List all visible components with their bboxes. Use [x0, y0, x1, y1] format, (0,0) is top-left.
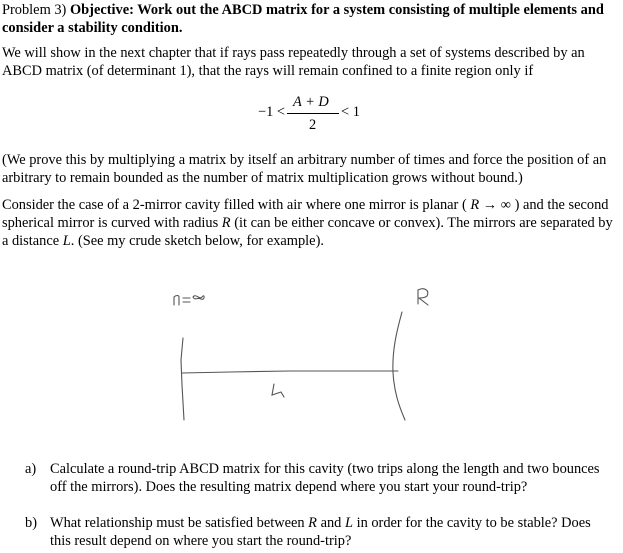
- question-text: Calculate a round-trip ABCD matrix for this cavity (two trips along the length and two bounces off the mirrors). Does the resulting matrix depend where you start your round-trip?: [50, 461, 600, 495]
- n-glyph: [174, 296, 179, 306]
- text-span: and: [316, 515, 345, 531]
- arrow-infinity: → ∞: [479, 197, 515, 213]
- var-R: R: [470, 197, 480, 213]
- text-span: (it can be either concave or convex). The mirrors are separated by a distance: [2, 215, 613, 249]
- text-span: . (See my crude sketch below, for example).: [70, 233, 324, 249]
- equation-left: −1 <: [258, 104, 286, 120]
- equation-numerator: A + D: [293, 94, 329, 110]
- question-label: b): [25, 515, 37, 531]
- question-label: a): [25, 461, 37, 477]
- question-text: [50, 514, 615, 550]
- equals-glyph: [183, 298, 190, 302]
- var-R: R: [221, 215, 231, 231]
- text-span: ) and the second spherical mirror is curved with radius: [2, 197, 609, 231]
- proof-note-paragraph: (We prove this by multiplying a matrix by itself an arbitrary number of times and force the position of an arbitrary to remain bounded as the number of matrix multiplication grows without bound.): [2, 152, 607, 186]
- equation-right: < 1: [341, 104, 360, 120]
- equation-denominator: 2: [309, 117, 317, 133]
- text-span: What relationship must be satisfied between: [50, 515, 309, 531]
- infinity-glyph: [193, 296, 204, 300]
- planar-mirror: [181, 338, 184, 420]
- var-L: L: [344, 515, 353, 531]
- cavity-axis: [182, 371, 398, 373]
- problem-prefix: Problem 3): [2, 2, 70, 18]
- l-glyph: [272, 384, 284, 397]
- curved-mirror: [393, 312, 405, 420]
- var-R: R: [308, 515, 317, 531]
- problem-objective: Objective: Work out the ABCD matrix for a system consisting of multiple elements and consider a stability condition.: [2, 2, 604, 36]
- text-span: Consider the case of a 2-mirror cavity filled with air where one mirror is planar (: [2, 197, 471, 213]
- text-span: in order for the cavity to be stable? Does this result depend on where you start the round-trip?: [50, 515, 591, 549]
- r-glyph: [418, 289, 428, 305]
- var-L: L: [62, 233, 71, 249]
- intro-paragraph: We will show in the next chapter that if rays pass repeatedly through a set of systems described by an ABCD matrix (of determinant 1), that the rays will remain confined to a finite region only if: [2, 45, 585, 79]
